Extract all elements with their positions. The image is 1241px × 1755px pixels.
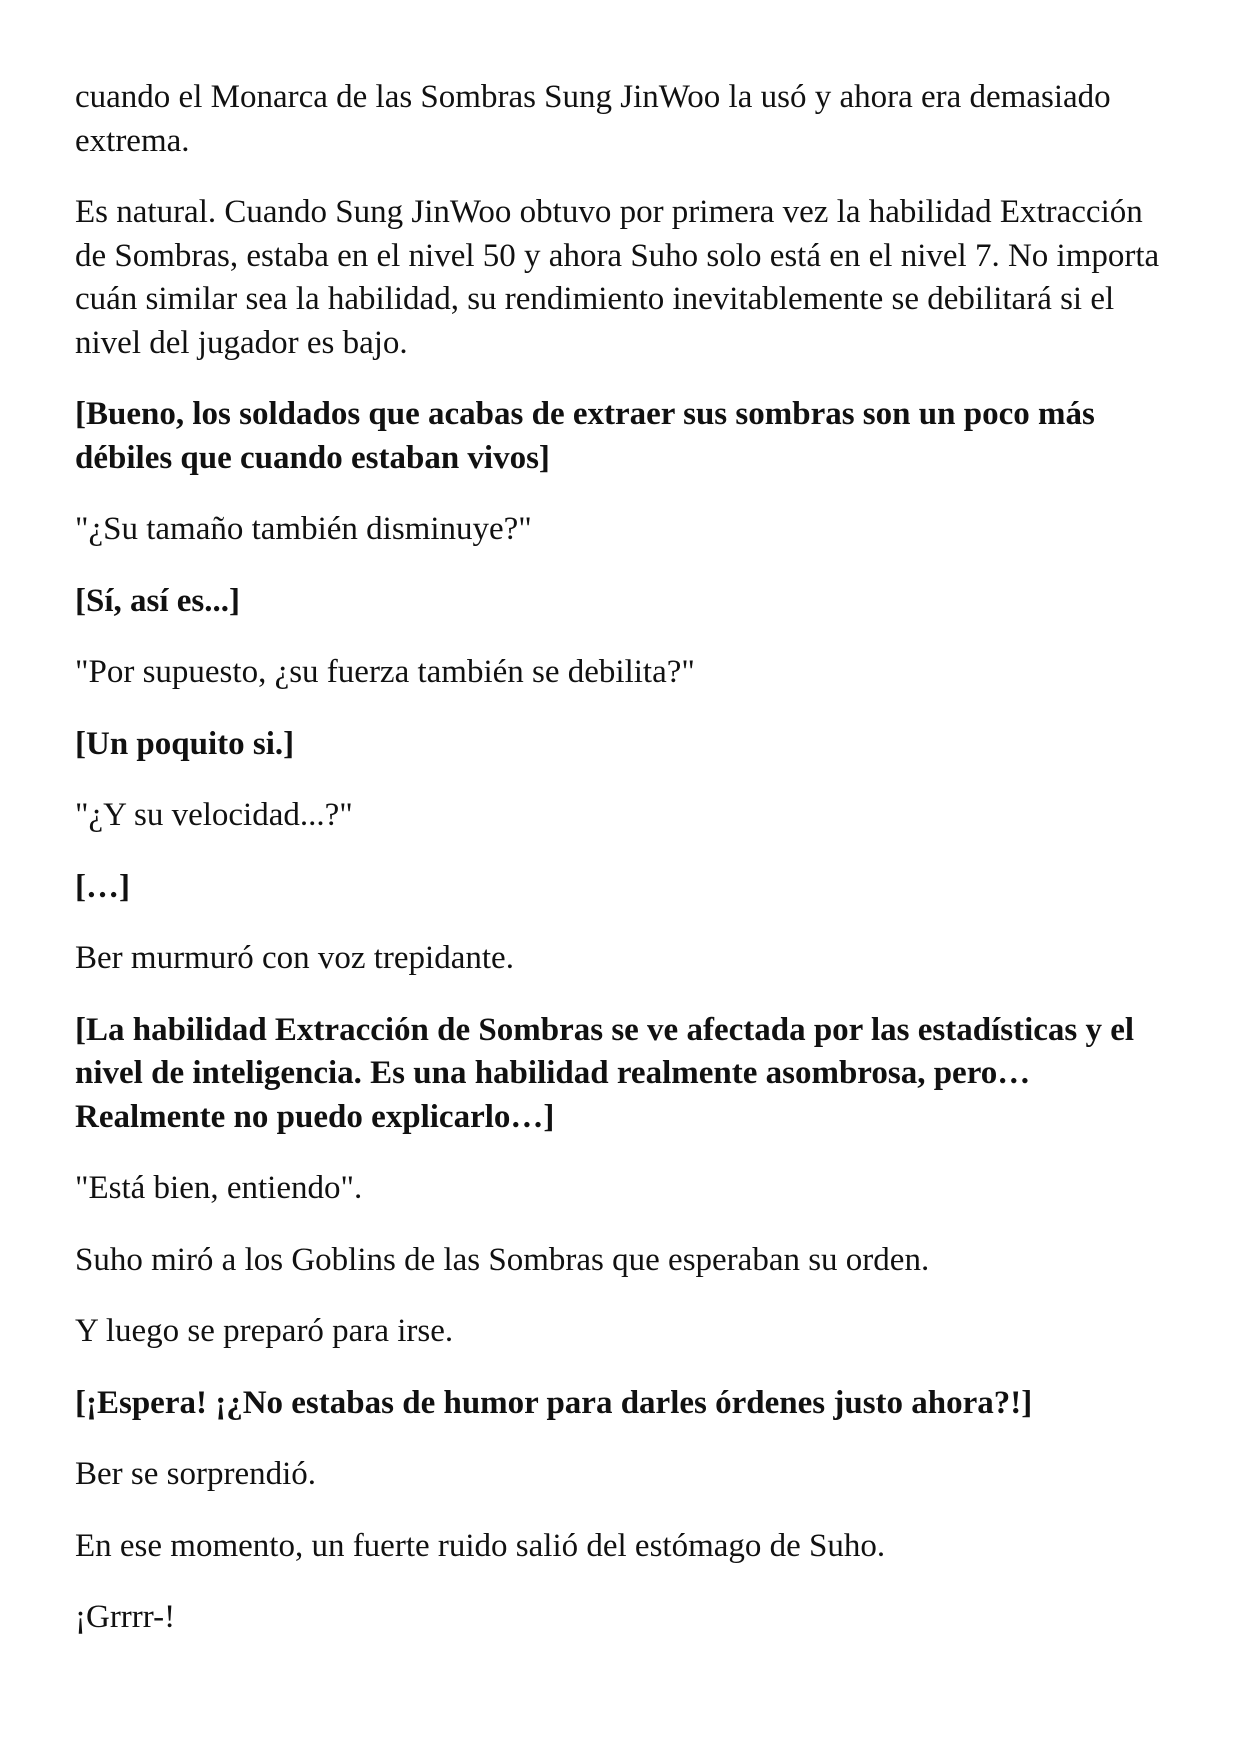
document-page [75,76,1175,1668]
system-message: […] [75,868,130,905]
system-message: [Sí, así es...] [75,582,240,619]
paragraph: Suho miró a los Goblins de las Sombras que esperaban su orden. [75,1241,930,1278]
paragraph: En ese momento, un fuerte ruido salió del estómago de Suho. [75,1527,886,1564]
system-message: [¡Espera! ¡¿No estabas de humor para darles órdenes justo ahora?!] [75,1384,1033,1421]
dialogue-line: "¿Y su velocidad...?" [75,797,353,833]
paragraph: Ber se sorprendió. [75,1456,317,1492]
paragraph: Y luego se preparó para irse. [75,1313,454,1349]
dialogue-line: "Está bien, entiendo". [75,1170,363,1206]
system-message: [Bueno, los soldados que acabas de extraer sus sombras son un poco más débiles que cuando estaban vivos] [75,396,1095,476]
paragraph: Ber murmuró con voz trepidante. [75,940,514,976]
system-message: [La habilidad Extracción de Sombras se ve afectada por las estadísticas y el nivel de inteligencia. Es una habilidad realmente asombrosa, pero… Realmente no puedo explicarlo…] [75,1011,1135,1135]
paragraph: cuando el Monarca de las Sombras Sung JinWoo la usó y ahora era demasiado extrema. [75,79,1111,159]
dialogue-line: "Por supuesto, ¿su fuerza también se debilita?" [75,654,695,690]
dialogue-line: "¿Su tamaño también disminuye?" [75,511,532,547]
paragraph: ¡Grrrr-! [75,1599,176,1635]
paragraph: Es natural. Cuando Sung JinWoo obtuvo por primera vez la habilidad Extracción de Sombras, estaba en el nivel 50 y ahora Suho solo está en el nivel 7. No importa cuán similar sea la habilidad, su rendimiento inevitablemente se debilitará si el nivel del jugador es bajo. [75,194,1160,361]
system-message: [Un poquito si.] [75,725,295,762]
